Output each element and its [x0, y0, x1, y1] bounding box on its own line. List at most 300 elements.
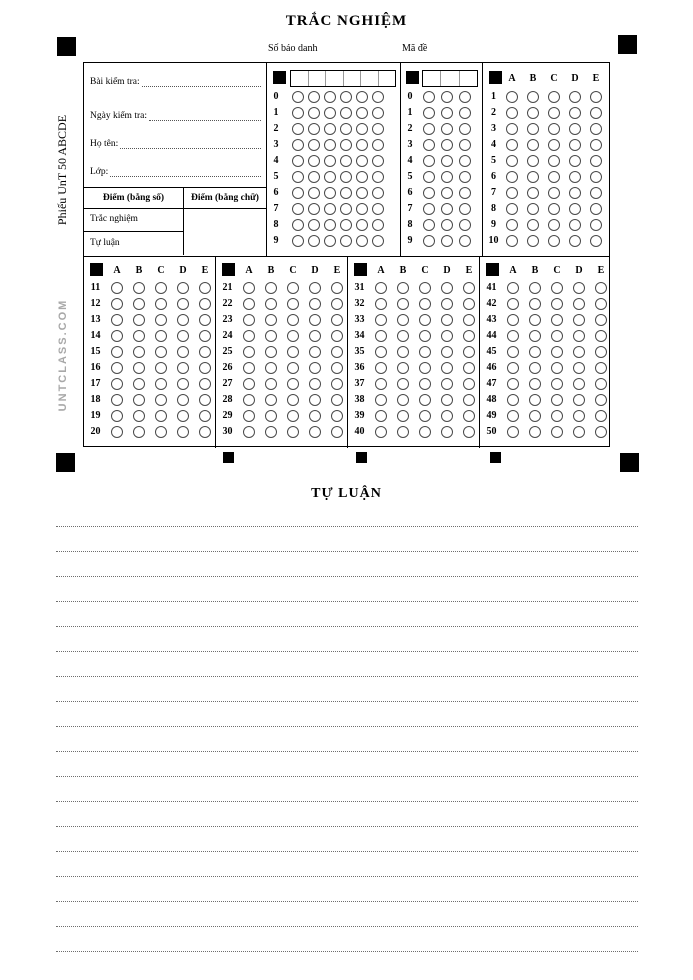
bubble-q47-C[interactable] [551, 378, 563, 390]
bubble-q40-A[interactable] [375, 426, 387, 438]
bubble-q4-C[interactable] [548, 139, 560, 151]
bubble-q12-C[interactable] [155, 298, 167, 310]
bubble-q34-A[interactable] [375, 330, 387, 342]
bubble-q1-E[interactable] [590, 91, 602, 103]
bubble-q39-E[interactable] [463, 410, 475, 422]
bubble-q36-D[interactable] [441, 362, 453, 374]
bubble-q11-D[interactable] [177, 282, 189, 294]
bubble-q24-C[interactable] [287, 330, 299, 342]
bubble-q30-C[interactable] [287, 426, 299, 438]
bubble-q17-C[interactable] [155, 378, 167, 390]
bubble-q24-B[interactable] [265, 330, 277, 342]
bubble-sbd-col1-digit4[interactable] [292, 155, 304, 167]
bubble-q18-B[interactable] [133, 394, 145, 406]
bubble-q35-D[interactable] [441, 346, 453, 358]
bubble-q9-B[interactable] [527, 219, 539, 231]
bubble-q46-E[interactable] [595, 362, 607, 374]
bubble-q44-E[interactable] [595, 330, 607, 342]
bubble-q25-D[interactable] [309, 346, 321, 358]
bubble-q37-C[interactable] [419, 378, 431, 390]
bubble-q47-E[interactable] [595, 378, 607, 390]
bubble-made-col3-digit6[interactable] [459, 187, 471, 199]
bubble-q12-A[interactable] [111, 298, 123, 310]
bubble-q29-C[interactable] [287, 410, 299, 422]
bubble-q49-C[interactable] [551, 410, 563, 422]
essay-line-1[interactable] [56, 526, 638, 527]
essay-line-2[interactable] [56, 551, 638, 552]
bubble-made-col1-digit5[interactable] [423, 171, 435, 183]
bubble-q24-D[interactable] [309, 330, 321, 342]
bubble-q49-B[interactable] [529, 410, 541, 422]
bubble-q20-C[interactable] [155, 426, 167, 438]
bubble-q14-C[interactable] [155, 330, 167, 342]
bubble-q45-C[interactable] [551, 346, 563, 358]
bubble-made-col1-digit0[interactable] [423, 91, 435, 103]
bubble-sbd-col1-digit9[interactable] [292, 235, 304, 247]
bubble-q38-B[interactable] [397, 394, 409, 406]
bubble-q35-C[interactable] [419, 346, 431, 358]
bubble-q10-B[interactable] [527, 235, 539, 247]
bubble-q45-A[interactable] [507, 346, 519, 358]
bubble-q13-B[interactable] [133, 314, 145, 326]
essay-line-18[interactable] [56, 951, 638, 952]
bubble-q25-E[interactable] [331, 346, 343, 358]
bubble-q34-E[interactable] [463, 330, 475, 342]
bubble-q9-E[interactable] [590, 219, 602, 231]
bubble-q2-B[interactable] [527, 107, 539, 119]
bubble-q20-D[interactable] [177, 426, 189, 438]
bubble-q24-E[interactable] [331, 330, 343, 342]
bubble-q44-D[interactable] [573, 330, 585, 342]
bubble-q7-A[interactable] [506, 187, 518, 199]
bubble-sbd-col1-digit3[interactable] [292, 139, 304, 151]
bubble-q8-C[interactable] [548, 203, 560, 215]
bubble-q39-D[interactable] [441, 410, 453, 422]
bubble-made-col1-digit4[interactable] [423, 155, 435, 167]
bubble-q1-A[interactable] [506, 91, 518, 103]
bubble-q22-B[interactable] [265, 298, 277, 310]
bubble-q33-C[interactable] [419, 314, 431, 326]
essay-line-17[interactable] [56, 926, 638, 927]
bubble-q17-A[interactable] [111, 378, 123, 390]
bubble-q1-D[interactable] [569, 91, 581, 103]
bubble-q15-A[interactable] [111, 346, 123, 358]
bubble-q28-E[interactable] [331, 394, 343, 406]
essay-line-13[interactable] [56, 826, 638, 827]
bubble-q15-B[interactable] [133, 346, 145, 358]
bubble-made-col1-digit3[interactable] [423, 139, 435, 151]
bubble-made-col3-digit3[interactable] [459, 139, 471, 151]
bubble-q10-A[interactable] [506, 235, 518, 247]
bubble-q9-C[interactable] [548, 219, 560, 231]
bubble-sbd-col5-digit2[interactable] [356, 123, 368, 135]
bubble-made-col2-digit0[interactable] [441, 91, 453, 103]
bubble-sbd-col4-digit2[interactable] [340, 123, 352, 135]
bubble-q18-E[interactable] [199, 394, 211, 406]
bubble-sbd-col6-digit5[interactable] [372, 171, 384, 183]
bubble-q36-A[interactable] [375, 362, 387, 374]
bubble-q34-B[interactable] [397, 330, 409, 342]
bubble-sbd-col6-digit0[interactable] [372, 91, 384, 103]
form-field-3[interactable] [90, 135, 261, 149]
bubble-q47-D[interactable] [573, 378, 585, 390]
bubble-q40-B[interactable] [397, 426, 409, 438]
bubble-q32-C[interactable] [419, 298, 431, 310]
bubble-sbd-col4-digit9[interactable] [340, 235, 352, 247]
bubble-made-col3-digit5[interactable] [459, 171, 471, 183]
bubble-q11-A[interactable] [111, 282, 123, 294]
bubble-q17-E[interactable] [199, 378, 211, 390]
bubble-sbd-col4-digit6[interactable] [340, 187, 352, 199]
bubble-sbd-col3-digit4[interactable] [324, 155, 336, 167]
bubble-q42-D[interactable] [573, 298, 585, 310]
bubble-sbd-col6-digit1[interactable] [372, 107, 384, 119]
sbd-box-4[interactable] [343, 71, 361, 86]
bubble-sbd-col2-digit3[interactable] [308, 139, 320, 151]
bubble-q46-D[interactable] [573, 362, 585, 374]
bubble-q50-D[interactable] [573, 426, 585, 438]
made-box-2[interactable] [440, 71, 458, 86]
bubble-q14-D[interactable] [177, 330, 189, 342]
sbd-box-2[interactable] [308, 71, 326, 86]
bubble-made-col2-digit5[interactable] [441, 171, 453, 183]
bubble-q6-D[interactable] [569, 171, 581, 183]
made-box-1[interactable] [423, 71, 440, 86]
bubble-q25-A[interactable] [243, 346, 255, 358]
bubble-sbd-col4-digit1[interactable] [340, 107, 352, 119]
bubble-q26-B[interactable] [265, 362, 277, 374]
bubble-made-col3-digit8[interactable] [459, 219, 471, 231]
bubble-sbd-col1-digit2[interactable] [292, 123, 304, 135]
bubble-q20-E[interactable] [199, 426, 211, 438]
bubble-q29-B[interactable] [265, 410, 277, 422]
bubble-q9-A[interactable] [506, 219, 518, 231]
bubble-sbd-col3-digit0[interactable] [324, 91, 336, 103]
bubble-q2-A[interactable] [506, 107, 518, 119]
form-field-2[interactable] [90, 107, 261, 121]
bubble-q11-B[interactable] [133, 282, 145, 294]
bubble-q23-D[interactable] [309, 314, 321, 326]
bubble-made-col2-digit8[interactable] [441, 219, 453, 231]
bubble-sbd-col1-digit5[interactable] [292, 171, 304, 183]
bubble-q48-C[interactable] [551, 394, 563, 406]
bubble-q38-C[interactable] [419, 394, 431, 406]
bubble-sbd-col3-digit9[interactable] [324, 235, 336, 247]
bubble-q10-C[interactable] [548, 235, 560, 247]
bubble-made-col1-digit8[interactable] [423, 219, 435, 231]
bubble-sbd-col4-digit5[interactable] [340, 171, 352, 183]
bubble-made-col1-digit6[interactable] [423, 187, 435, 199]
bubble-sbd-col6-digit3[interactable] [372, 139, 384, 151]
bubble-sbd-col3-digit8[interactable] [324, 219, 336, 231]
bubble-q25-C[interactable] [287, 346, 299, 358]
bubble-q25-B[interactable] [265, 346, 277, 358]
bubble-q48-D[interactable] [573, 394, 585, 406]
bubble-q43-B[interactable] [529, 314, 541, 326]
bubble-sbd-col5-digit1[interactable] [356, 107, 368, 119]
bubble-q47-B[interactable] [529, 378, 541, 390]
bubble-q27-A[interactable] [243, 378, 255, 390]
bubble-q41-E[interactable] [595, 282, 607, 294]
bubble-sbd-col5-digit8[interactable] [356, 219, 368, 231]
bubble-made-col2-digit3[interactable] [441, 139, 453, 151]
bubble-q35-A[interactable] [375, 346, 387, 358]
bubble-q32-D[interactable] [441, 298, 453, 310]
bubble-q3-D[interactable] [569, 123, 581, 135]
bubble-q22-D[interactable] [309, 298, 321, 310]
bubble-q22-E[interactable] [331, 298, 343, 310]
essay-line-12[interactable] [56, 801, 638, 802]
bubble-q27-E[interactable] [331, 378, 343, 390]
bubble-sbd-col6-digit2[interactable] [372, 123, 384, 135]
bubble-sbd-col4-digit8[interactable] [340, 219, 352, 231]
bubble-sbd-col1-digit6[interactable] [292, 187, 304, 199]
bubble-q13-A[interactable] [111, 314, 123, 326]
bubble-q23-C[interactable] [287, 314, 299, 326]
bubble-sbd-col2-digit0[interactable] [308, 91, 320, 103]
bubble-q32-E[interactable] [463, 298, 475, 310]
bubble-q31-A[interactable] [375, 282, 387, 294]
bubble-made-col2-digit6[interactable] [441, 187, 453, 199]
bubble-made-col1-digit1[interactable] [423, 107, 435, 119]
bubble-q16-E[interactable] [199, 362, 211, 374]
bubble-q19-E[interactable] [199, 410, 211, 422]
essay-line-5[interactable] [56, 626, 638, 627]
bubble-q26-A[interactable] [243, 362, 255, 374]
bubble-q38-A[interactable] [375, 394, 387, 406]
sbd-box-6[interactable] [378, 71, 396, 86]
sbd-box-5[interactable] [360, 71, 378, 86]
bubble-q8-E[interactable] [590, 203, 602, 215]
bubble-sbd-col2-digit8[interactable] [308, 219, 320, 231]
bubble-q36-B[interactable] [397, 362, 409, 374]
bubble-q2-C[interactable] [548, 107, 560, 119]
bubble-q11-E[interactable] [199, 282, 211, 294]
bubble-q50-A[interactable] [507, 426, 519, 438]
bubble-sbd-col6-digit7[interactable] [372, 203, 384, 215]
bubble-q3-B[interactable] [527, 123, 539, 135]
bubble-made-col2-digit7[interactable] [441, 203, 453, 215]
bubble-sbd-col5-digit3[interactable] [356, 139, 368, 151]
bubble-q22-A[interactable] [243, 298, 255, 310]
bubble-sbd-col1-digit0[interactable] [292, 91, 304, 103]
form-field-write-area[interactable] [142, 75, 261, 87]
bubble-q42-E[interactable] [595, 298, 607, 310]
bubble-made-col2-digit1[interactable] [441, 107, 453, 119]
bubble-q5-D[interactable] [569, 155, 581, 167]
bubble-q38-E[interactable] [463, 394, 475, 406]
bubble-q23-B[interactable] [265, 314, 277, 326]
bubble-q4-E[interactable] [590, 139, 602, 151]
bubble-sbd-col4-digit3[interactable] [340, 139, 352, 151]
bubble-q49-E[interactable] [595, 410, 607, 422]
bubble-q23-E[interactable] [331, 314, 343, 326]
bubble-sbd-col6-digit9[interactable] [372, 235, 384, 247]
bubble-q28-D[interactable] [309, 394, 321, 406]
essay-line-7[interactable] [56, 676, 638, 677]
bubble-q31-C[interactable] [419, 282, 431, 294]
bubble-q13-E[interactable] [199, 314, 211, 326]
bubble-q19-B[interactable] [133, 410, 145, 422]
bubble-q24-A[interactable] [243, 330, 255, 342]
bubble-sbd-col5-digit0[interactable] [356, 91, 368, 103]
bubble-q44-B[interactable] [529, 330, 541, 342]
bubble-q20-B[interactable] [133, 426, 145, 438]
bubble-q12-B[interactable] [133, 298, 145, 310]
bubble-sbd-col1-digit1[interactable] [292, 107, 304, 119]
bubble-q41-D[interactable] [573, 282, 585, 294]
bubble-q46-A[interactable] [507, 362, 519, 374]
bubble-q19-C[interactable] [155, 410, 167, 422]
bubble-q41-C[interactable] [551, 282, 563, 294]
bubble-q18-D[interactable] [177, 394, 189, 406]
essay-line-8[interactable] [56, 701, 638, 702]
bubble-q48-B[interactable] [529, 394, 541, 406]
bubble-q3-A[interactable] [506, 123, 518, 135]
bubble-q35-B[interactable] [397, 346, 409, 358]
bubble-q5-B[interactable] [527, 155, 539, 167]
bubble-sbd-col2-digit5[interactable] [308, 171, 320, 183]
bubble-sbd-col5-digit6[interactable] [356, 187, 368, 199]
made-box-3[interactable] [459, 71, 477, 86]
bubble-q43-E[interactable] [595, 314, 607, 326]
bubble-q28-B[interactable] [265, 394, 277, 406]
bubble-q28-A[interactable] [243, 394, 255, 406]
bubble-made-col2-digit2[interactable] [441, 123, 453, 135]
bubble-sbd-col6-digit4[interactable] [372, 155, 384, 167]
bubble-q31-B[interactable] [397, 282, 409, 294]
bubble-q28-C[interactable] [287, 394, 299, 406]
bubble-sbd-col3-digit6[interactable] [324, 187, 336, 199]
bubble-sbd-col3-digit3[interactable] [324, 139, 336, 151]
bubble-q33-B[interactable] [397, 314, 409, 326]
bubble-q41-B[interactable] [529, 282, 541, 294]
bubble-q46-C[interactable] [551, 362, 563, 374]
bubble-sbd-col2-digit2[interactable] [308, 123, 320, 135]
bubble-q2-E[interactable] [590, 107, 602, 119]
bubble-q18-A[interactable] [111, 394, 123, 406]
bubble-q34-D[interactable] [441, 330, 453, 342]
bubble-q6-E[interactable] [590, 171, 602, 183]
bubble-q32-B[interactable] [397, 298, 409, 310]
form-field-1[interactable] [90, 73, 261, 87]
bubble-q46-B[interactable] [529, 362, 541, 374]
bubble-q15-E[interactable] [199, 346, 211, 358]
bubble-q17-B[interactable] [133, 378, 145, 390]
bubble-q40-E[interactable] [463, 426, 475, 438]
bubble-q30-E[interactable] [331, 426, 343, 438]
bubble-q17-D[interactable] [177, 378, 189, 390]
bubble-q3-C[interactable] [548, 123, 560, 135]
bubble-q43-D[interactable] [573, 314, 585, 326]
bubble-q7-D[interactable] [569, 187, 581, 199]
bubble-q39-B[interactable] [397, 410, 409, 422]
bubble-q5-E[interactable] [590, 155, 602, 167]
bubble-q43-A[interactable] [507, 314, 519, 326]
essay-line-9[interactable] [56, 726, 638, 727]
bubble-q6-A[interactable] [506, 171, 518, 183]
bubble-sbd-col5-digit7[interactable] [356, 203, 368, 215]
bubble-q30-B[interactable] [265, 426, 277, 438]
bubble-made-col3-digit4[interactable] [459, 155, 471, 167]
bubble-q23-A[interactable] [243, 314, 255, 326]
bubble-made-col3-digit2[interactable] [459, 123, 471, 135]
bubble-sbd-col5-digit9[interactable] [356, 235, 368, 247]
bubble-sbd-col3-digit2[interactable] [324, 123, 336, 135]
essay-line-3[interactable] [56, 576, 638, 577]
bubble-made-col3-digit7[interactable] [459, 203, 471, 215]
bubble-q13-D[interactable] [177, 314, 189, 326]
bubble-sbd-col4-digit0[interactable] [340, 91, 352, 103]
bubble-sbd-col1-digit7[interactable] [292, 203, 304, 215]
bubble-q16-A[interactable] [111, 362, 123, 374]
bubble-q2-D[interactable] [569, 107, 581, 119]
bubble-q48-E[interactable] [595, 394, 607, 406]
bubble-q8-A[interactable] [506, 203, 518, 215]
bubble-q8-D[interactable] [569, 203, 581, 215]
bubble-q7-B[interactable] [527, 187, 539, 199]
essay-line-15[interactable] [56, 876, 638, 877]
bubble-q33-D[interactable] [441, 314, 453, 326]
bubble-q19-D[interactable] [177, 410, 189, 422]
bubble-q48-A[interactable] [507, 394, 519, 406]
bubble-q47-A[interactable] [507, 378, 519, 390]
bubble-sbd-col3-digit1[interactable] [324, 107, 336, 119]
bubble-sbd-col4-digit7[interactable] [340, 203, 352, 215]
bubble-q3-E[interactable] [590, 123, 602, 135]
bubble-q16-B[interactable] [133, 362, 145, 374]
form-field-write-area[interactable] [149, 109, 261, 121]
bubble-q41-A[interactable] [507, 282, 519, 294]
bubble-q16-D[interactable] [177, 362, 189, 374]
bubble-q45-B[interactable] [529, 346, 541, 358]
bubble-q22-C[interactable] [287, 298, 299, 310]
bubble-q10-D[interactable] [569, 235, 581, 247]
bubble-q26-D[interactable] [309, 362, 321, 374]
bubble-q26-C[interactable] [287, 362, 299, 374]
essay-line-16[interactable] [56, 901, 638, 902]
bubble-q10-E[interactable] [590, 235, 602, 247]
bubble-q42-B[interactable] [529, 298, 541, 310]
bubble-q5-C[interactable] [548, 155, 560, 167]
bubble-q40-D[interactable] [441, 426, 453, 438]
bubble-q16-C[interactable] [155, 362, 167, 374]
bubble-sbd-col2-digit6[interactable] [308, 187, 320, 199]
bubble-q27-C[interactable] [287, 378, 299, 390]
bubble-q15-D[interactable] [177, 346, 189, 358]
bubble-made-col3-digit9[interactable] [459, 235, 471, 247]
essay-line-14[interactable] [56, 851, 638, 852]
bubble-q37-D[interactable] [441, 378, 453, 390]
bubble-q14-B[interactable] [133, 330, 145, 342]
bubble-q34-C[interactable] [419, 330, 431, 342]
bubble-made-col3-digit1[interactable] [459, 107, 471, 119]
bubble-q21-D[interactable] [309, 282, 321, 294]
form-field-write-area[interactable] [120, 137, 261, 149]
bubble-q6-B[interactable] [527, 171, 539, 183]
bubble-q44-C[interactable] [551, 330, 563, 342]
bubble-q14-A[interactable] [111, 330, 123, 342]
bubble-q18-C[interactable] [155, 394, 167, 406]
essay-line-4[interactable] [56, 601, 638, 602]
bubble-q42-C[interactable] [551, 298, 563, 310]
bubble-q39-C[interactable] [419, 410, 431, 422]
bubble-q38-D[interactable] [441, 394, 453, 406]
essay-line-6[interactable] [56, 651, 638, 652]
bubble-q9-D[interactable] [569, 219, 581, 231]
bubble-q31-D[interactable] [441, 282, 453, 294]
bubble-q1-C[interactable] [548, 91, 560, 103]
